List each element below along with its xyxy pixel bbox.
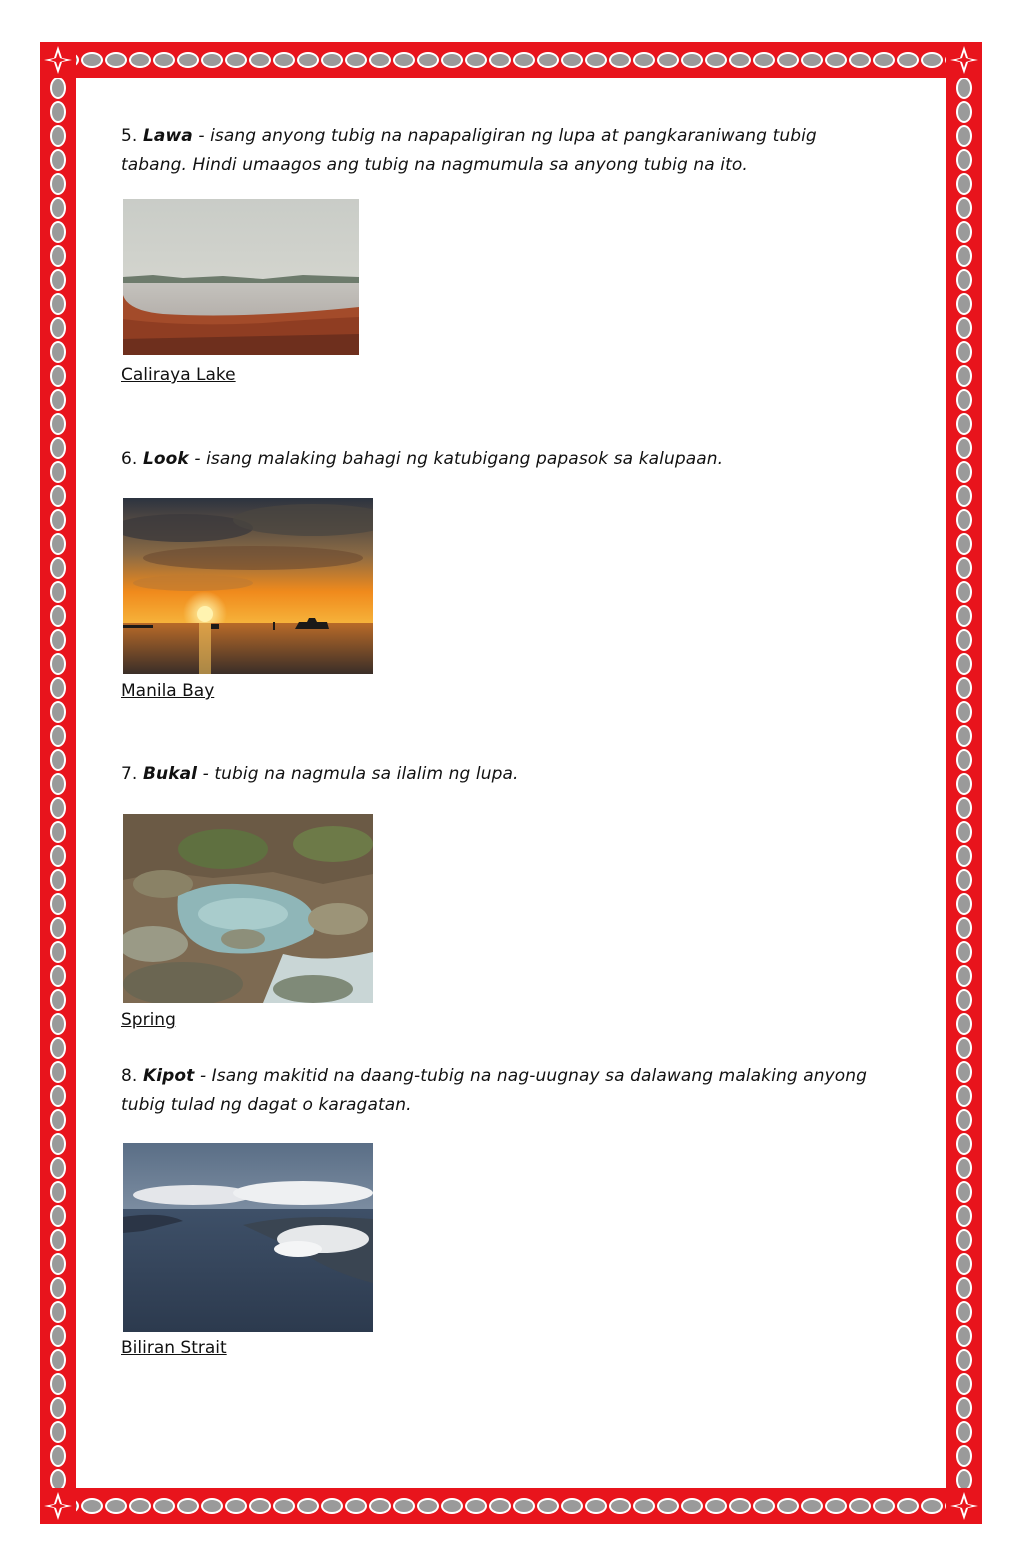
photo-caption: Spring bbox=[121, 1010, 176, 1030]
spring-photo bbox=[123, 814, 373, 1003]
lake-photo bbox=[123, 199, 359, 355]
entry-term: Look bbox=[142, 449, 189, 469]
photo-caption: Biliran Strait bbox=[121, 1338, 227, 1358]
photo-caption: Caliraya Lake bbox=[121, 365, 236, 385]
entry-number: 7. bbox=[121, 764, 138, 784]
definition-line: - isang malaking bahagi ng katubigang papasok sa kalupaan. bbox=[194, 449, 724, 469]
border-corner-ornament bbox=[40, 42, 76, 78]
bay-sunset-photo bbox=[123, 498, 373, 674]
entry-bukal-definition bbox=[121, 760, 911, 789]
border-corner-ornament bbox=[40, 1488, 76, 1524]
decorative-border-bottom bbox=[46, 1488, 978, 1524]
decorative-border-right bbox=[946, 44, 982, 1524]
entry-term: Lawa bbox=[142, 126, 193, 146]
entry-number: 8. bbox=[121, 1066, 138, 1086]
decorative-border-top bbox=[46, 42, 978, 78]
entry-term: Kipot bbox=[142, 1066, 195, 1086]
entry-kipot-definition bbox=[121, 1062, 911, 1120]
photo-caption: Manila Bay bbox=[121, 681, 215, 701]
definition-line: - tubig na nagmula sa ilalim ng lupa. bbox=[202, 764, 519, 784]
definition-line: tabang. Hindi umaagos ang tubig na nagmumula sa anyong tubig na ito. bbox=[121, 155, 748, 175]
decorative-border-left bbox=[40, 44, 76, 1524]
definition-line: - isang anyong tubig na napapaligiran ng lupa at pangkaraniwang tubig bbox=[198, 126, 817, 146]
entry-look-definition bbox=[121, 445, 911, 474]
definition-line: - Isang makitid na daang-tubig na nag-uugnay sa dalawang malaking anyong bbox=[199, 1066, 868, 1086]
entry-lawa-definition bbox=[121, 122, 911, 180]
entry-number: 6. bbox=[121, 449, 138, 469]
entry-term: Bukal bbox=[142, 764, 198, 784]
strait-aerial-photo bbox=[123, 1143, 373, 1332]
entry-number: 5. bbox=[121, 126, 138, 146]
definition-line: tubig tulad ng dagat o karagatan. bbox=[121, 1095, 412, 1115]
border-corner-ornament bbox=[946, 1488, 982, 1524]
border-corner-ornament bbox=[946, 42, 982, 78]
